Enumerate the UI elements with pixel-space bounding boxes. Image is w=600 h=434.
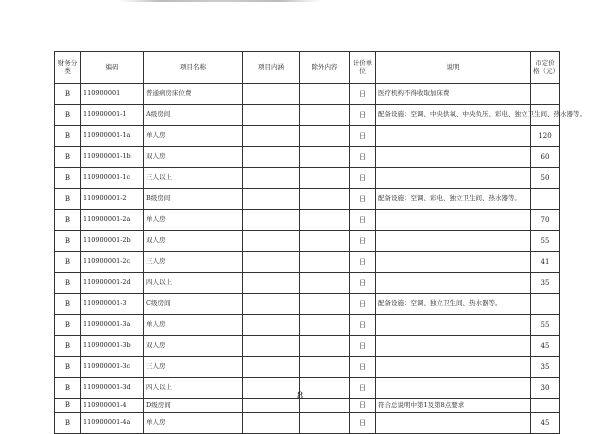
cell-name: D级房间 [144,399,243,413]
cell-price: 35 [531,357,560,378]
cell-class: B [55,231,81,252]
cell-price: 45 [531,413,560,434]
cell-unit: 日 [350,378,376,399]
cell-unit: 日 [350,168,376,189]
cell-desc [376,273,531,294]
cell-code: 110900001-4 [81,399,144,413]
page-number: 8 [296,391,304,402]
cell-name: 单人房 [144,126,243,147]
cell-unit: 日 [350,84,376,105]
cell-name: 单人房 [144,315,243,336]
cell-class: B [55,252,81,273]
cell-content [243,231,300,252]
cell-class: B [55,168,81,189]
header-except: 除外内容 [300,52,350,84]
cell-desc: 配备设施：空调、彩电、独立卫生间、热水器等。 [376,189,531,210]
cell-code: 110900001-2 [81,189,144,210]
cell-price: 70 [531,210,560,231]
header-class: 财务分类 [55,52,81,84]
scan-edge-mark [120,0,320,2]
cell-class: B [55,357,81,378]
cell-desc [376,413,531,434]
cell-except [300,105,350,126]
cell-desc [376,336,531,357]
cell-except [300,294,350,315]
table-row [55,336,560,357]
cell-code: 110900001-3b [81,336,144,357]
cell-code: 110900001-1c [81,168,144,189]
cell-content [243,413,300,434]
header-code: 编码 [81,52,144,84]
cell-price [531,189,560,210]
cell-content [243,168,300,189]
cell-name: 双人房 [144,147,243,168]
cell-price: 30 [531,378,560,399]
cell-class: B [55,378,81,399]
cell-except [300,357,350,378]
table-row [55,105,560,126]
cell-desc: 配备设施：空调、独立卫生间、热水器等。 [376,294,531,315]
cell-desc [376,357,531,378]
cell-except [300,336,350,357]
cell-code: 110900001-4a [81,413,144,434]
table-row [55,231,560,252]
cell-code: 110900001-3c [81,357,144,378]
cell-except [300,84,350,105]
cell-content [243,252,300,273]
cell-content [243,273,300,294]
cell-name: 三人以上 [144,168,243,189]
cell-content [243,126,300,147]
cell-class: B [55,84,81,105]
cell-content [243,105,300,126]
cell-content [243,294,300,315]
cell-code: 110900001-2d [81,273,144,294]
cell-except [300,273,350,294]
header-name: 项目名称 [144,52,243,84]
cell-desc [376,231,531,252]
cell-class: B [55,189,81,210]
table-row [55,357,560,378]
cell-except [300,189,350,210]
cell-desc: 符合总说明中第1及第8点要求 [376,399,531,413]
cell-price: 41 [531,252,560,273]
cell-desc [376,315,531,336]
cell-price: 60 [531,147,560,168]
cell-code: 110900001-1a [81,126,144,147]
cell-unit: 日 [350,189,376,210]
cell-name: A级房间 [144,105,243,126]
price-table [54,51,586,434]
cell-desc [376,126,531,147]
cell-code: 110900001-2b [81,231,144,252]
cell-class: B [55,105,81,126]
cell-class: B [55,126,81,147]
table-row [55,126,560,147]
cell-price: 55 [531,315,560,336]
cell-name: 四人以上 [144,378,243,399]
cell-unit: 日 [350,147,376,168]
cell-unit: 日 [350,231,376,252]
cell-unit: 日 [350,315,376,336]
cell-name: 三人房 [144,357,243,378]
cell-class: B [55,413,81,434]
cell-unit: 日 [350,252,376,273]
cell-except [300,231,350,252]
table-row [55,273,560,294]
cell-class: B [55,336,81,357]
cell-code: 110900001-1 [81,105,144,126]
header-price: 市定价格（元） [531,52,560,84]
cell-content [243,147,300,168]
table-row [55,189,560,210]
cell-except [300,126,350,147]
cell-desc: 配备设施：空调、中央供氧、中央负压、彩电、独立卫生间、热水器等。 [376,105,531,126]
cell-class: B [55,147,81,168]
cell-class: B [55,399,81,413]
cell-class: B [55,273,81,294]
table-header-row [55,52,560,84]
table-row [55,252,560,273]
cell-content [243,210,300,231]
cell-name: 单人房 [144,210,243,231]
cell-except [300,147,350,168]
cell-unit: 日 [350,273,376,294]
cell-unit: 日 [350,126,376,147]
cell-unit: 日 [350,413,376,434]
cell-unit: 日 [350,357,376,378]
cell-except [300,168,350,189]
cell-name: 双人房 [144,231,243,252]
cell-price: 120 [531,126,560,147]
cell-except [300,252,350,273]
cell-unit: 日 [350,294,376,315]
cell-desc [376,210,531,231]
cell-content [243,357,300,378]
cell-desc: 医疗机构不得收取加床费 [376,84,531,105]
table-row [55,315,560,336]
cell-class: B [55,294,81,315]
cell-content [243,336,300,357]
cell-desc [376,168,531,189]
table-row [55,84,560,105]
cell-desc [376,147,531,168]
cell-price: 50 [531,168,560,189]
cell-name: 普通病房床位费 [144,84,243,105]
header-desc: 说明 [376,52,531,84]
cell-except [300,210,350,231]
cell-code: 110900001-2c [81,252,144,273]
cell-code: 110900001 [81,84,144,105]
cell-code: 110900001-3d [81,378,144,399]
cell-content [243,84,300,105]
table-row [55,168,560,189]
cell-unit: 日 [350,399,376,413]
cell-price: 55 [531,231,560,252]
cell-name: C级房间 [144,294,243,315]
cell-class: B [55,210,81,231]
cell-unit: 日 [350,210,376,231]
cell-name: 四人以上 [144,273,243,294]
cell-code: 110900001-1b [81,147,144,168]
header-unit: 计价单位 [350,52,376,84]
cell-price [531,84,560,105]
header-content: 项目内涵 [243,52,300,84]
cell-class: B [55,315,81,336]
table-row [55,210,560,231]
cell-code: 110900001-3 [81,294,144,315]
cell-price: 45 [531,336,560,357]
cell-unit: 日 [350,336,376,357]
cell-unit: 日 [350,105,376,126]
cell-except [300,315,350,336]
table-row [55,294,560,315]
table-row [55,147,560,168]
table-row [55,413,560,434]
cell-price [531,294,560,315]
cell-content [243,189,300,210]
cell-content [243,315,300,336]
cell-name: 单人房 [144,413,243,434]
cell-desc [376,252,531,273]
cell-code: 110900001-2a [81,210,144,231]
cell-name: 三人房 [144,252,243,273]
cell-name: 双人房 [144,336,243,357]
cell-code: 110900001-3a [81,315,144,336]
cell-name: B级房间 [144,189,243,210]
cell-except [300,413,350,434]
cell-price: 35 [531,273,560,294]
